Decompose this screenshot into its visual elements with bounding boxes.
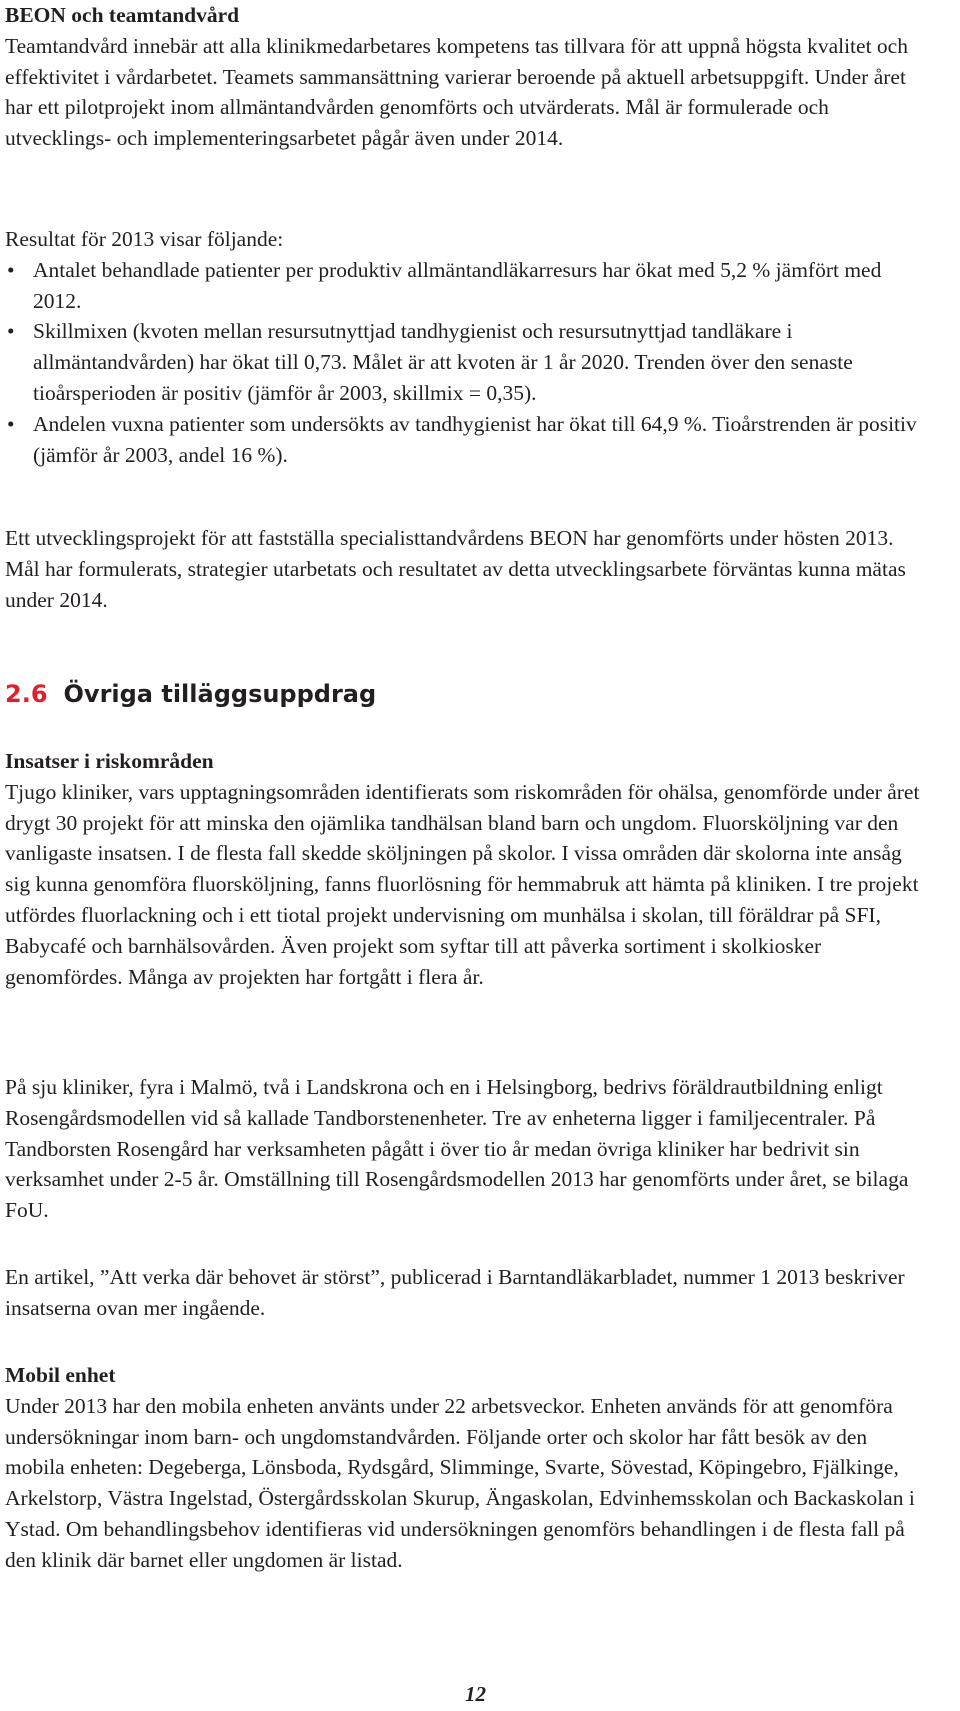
list-item-text: Antalet behandlade patienter per produktiv allmäntandläkarresurs har ökat med 5,2 % jämfört med 2012. bbox=[33, 257, 882, 313]
results-lead: Resultat för 2013 visar följande: bbox=[5, 227, 284, 251]
mobile-section bbox=[5, 1360, 923, 1576]
risk-paragraph-3-block bbox=[5, 1262, 923, 1324]
bullet-icon: • bbox=[7, 411, 15, 436]
list-item bbox=[5, 255, 923, 317]
beon-intro-paragraph: Teamtandvård innebär att alla klinikmedarbetares kompetens tas tillvara för att uppnå högsta kvalitet och effektivitet i vårdarbetet. Teamets sammansättning varierar beroende på aktuell arbetsuppgift. Under året har ett pilotprojekt inom allmäntandvården genomförts och utvärderats. Mål är formulerade och utvecklings- och implementeringsarbetet pågår även under 2014. bbox=[5, 33, 908, 151]
risk-heading: Insatser i riskområden bbox=[5, 749, 214, 773]
beon-project-paragraph: Ett utvecklingsprojekt för att fastställa specialisttandvårdens BEON har genomförts under hösten 2013. Mål har formulerats, strategier utarbetats och resultatet av detta utvecklingsarbete förväntas kunna mätas under 2014. bbox=[5, 526, 906, 612]
beon-section bbox=[5, 0, 923, 154]
page-number: 12 bbox=[465, 1682, 486, 1706]
list-item-text: Skillmixen (kvoten mellan resursutnyttjad tandhygienist och resursutnyttjad tandläkare i allmäntandvården) har ökat till 0,73. Målet är att kvoten är 1 år 2020. Trenden över den senaste tioårsperioden är positiv (jämför år 2003, skillmix = 0,35). bbox=[33, 319, 853, 405]
list-item-text: Andelen vuxna patienter som undersökts av tandhygienist har ökat till 64,9 %. Tioårstrenden är positiv (jämför år 2003, andel 16 %). bbox=[33, 411, 917, 467]
beon-project-block bbox=[5, 523, 923, 615]
section-title: Övriga tilläggsuppdrag bbox=[63, 680, 377, 708]
risk-section bbox=[5, 746, 923, 992]
beon-heading: BEON och teamtandvård bbox=[5, 3, 240, 27]
risk-paragraph-3: En artikel, ”Att verka där behovet är störst”, publicerad i Barntandläkarbladet, nummer 1 2013 beskriver insatserna ovan mer ingående. bbox=[5, 1265, 905, 1320]
mobile-paragraph: Under 2013 har den mobila enheten använts under 22 arbetsveckor. Enheten används för att genomföra undersökningar inom barn- och ungdomstandvården. Följande orter och skolor har fått besök av den mobila enheten: Degeberga, Lönsboda, Rydsgård, Slimminge, Svarte, Sövestad, Köpingebro, Fjälkinge, Arkelstorp, Västra Ingelstad, Östergårdsskolan Skurup, Ängaskolan, Edvinhemsskolan och Backaskolan i Ystad. Om behandlingsbehov identifieras vid undersökningen genomförs behandlingen i de flesta fall på den klinik där barnet eller ungdomen är listad. bbox=[5, 1393, 915, 1572]
bullet-icon: • bbox=[7, 257, 15, 282]
section-number: 2.6 bbox=[5, 680, 48, 708]
results-block bbox=[5, 224, 923, 470]
results-list bbox=[5, 255, 923, 471]
mobile-heading: Mobil enhet bbox=[5, 1363, 116, 1387]
bullet-icon: • bbox=[7, 319, 15, 344]
risk-paragraph-2-block bbox=[5, 1072, 923, 1226]
risk-paragraph-1: Tjugo kliniker, vars upptagningsområden identifierats som riskområden för ohälsa, genomförde under året drygt 30 projekt för att minska den ojämlika tandhälsan bland barn och ungdom. Fluorsköljning var den vanligaste insatsen. I de flesta fall skedde sköljningen på skolor. I vissa områden där skolorna inte ansåg sig kunna genomföra fluorsköljning, fanns fluorlösning för hemmabruk att hämta på kliniken. I tre projekt utfördes fluorlackning och i ett tiotal projekt undervisning om munhälsa i skolan, till föräldrar på SFI, Babycafé och barnhälsovården. Även projekt som syftar till att påverka sortiment i skolkiosker genomfördes. Många av projekten har fortgått i flera år. bbox=[5, 779, 920, 989]
list-item bbox=[5, 409, 923, 471]
section-heading bbox=[5, 678, 376, 710]
risk-paragraph-2: På sju kliniker, fyra i Malmö, två i Landskrona och en i Helsingborg, bedrivs föräldrautbildning enligt Rosengårdsmodellen vid så kallade Tandborstenenheter. Tre av enheterna ligger i familjecentraler. På Tandborsten Rosengård har verksamheten pågått i över tio år medan övriga kliniker har bedrivit sin verksamhet under 2-5 år. Omställning till Rosengårdsmodellen 2013 har genomförts under året, se bilaga FoU. bbox=[5, 1075, 909, 1223]
list-item bbox=[5, 316, 923, 408]
